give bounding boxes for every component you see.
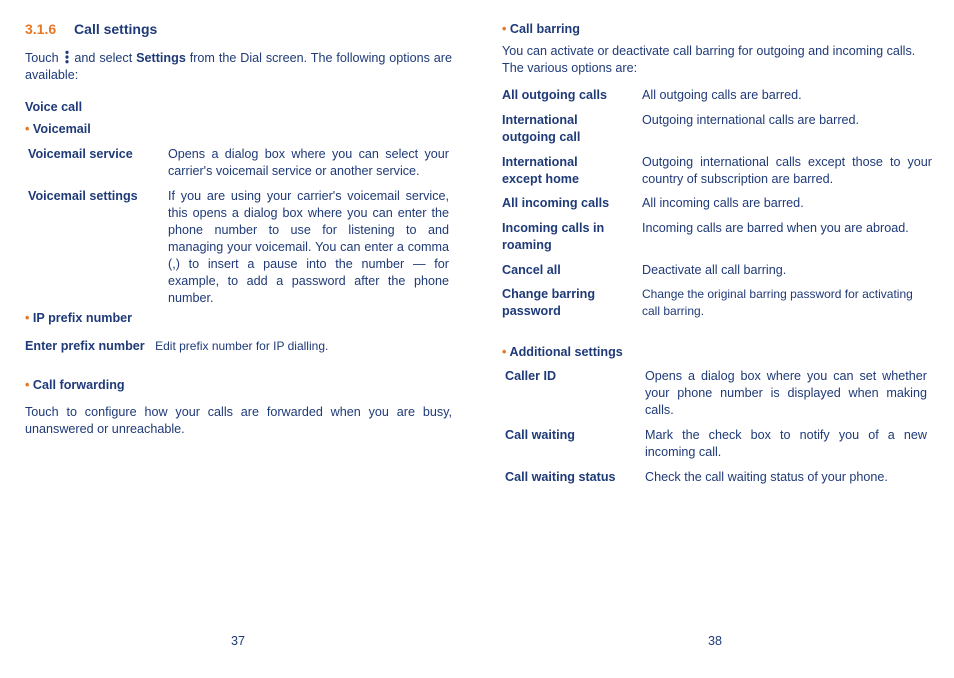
barring-term: International except home [502,155,579,186]
ip-prefix-heading: • IP prefix number [25,311,133,325]
additional-settings-heading: • Additional settings [502,345,623,359]
call-forwarding-text: Touch to configure how your calls are forwarded when you are busy, unanswered or unreachable. [25,405,452,436]
page-number-right: 38 [708,634,723,648]
section-title: Call settings [74,21,158,37]
enter-prefix-row [25,337,328,355]
enter-prefix-def: Edit prefix number for IP dialling. [155,339,329,353]
barring-def: Incoming calls are barred when you are abroad. [642,221,909,235]
call-barring-heading: • Call barring [502,22,580,36]
voice-call-heading: Voice call [25,100,83,114]
barring-term: Cancel all [502,263,561,277]
additional-term: Caller ID [505,369,557,383]
additional-term: Call waiting [505,428,575,442]
page-number-left: 37 [231,634,246,648]
barring-def: Outgoing international calls are barred. [642,113,860,127]
voicemail-service-def: Opens a dialog box where you can select your carrier's voicemail service or another service. [168,147,449,178]
voicemail-heading: • Voicemail [25,122,91,136]
additional-def: Opens a dialog box where you can set whether your phone number is displayed when making calls. [645,369,927,417]
barring-term: International outgoing call [502,113,581,144]
barring-term: Change barring password [502,287,596,318]
voicemail-settings-def: If you are using your carrier's voicemail service, this opens a dialog box where you can enter the phone number to use for listening to and managing your voicemail. You can enter a comma (,) to insert a pause into the number — for example, to add a password after the phone number. [168,189,449,305]
barring-def: All incoming calls are barred. [642,196,804,210]
intro-paragraph: Touch and select Settings from the Dial screen. The following options are available: [25,51,453,82]
menu-icon [65,50,69,64]
section-number: 3.1.6 [25,21,57,37]
settings-word: Settings [136,51,186,65]
additional-def: Mark the check box to notify you of a new incoming call. [645,428,927,459]
additional-def: Check the call waiting status of your phone. [645,470,888,484]
right-page [477,0,954,678]
barring-def: Change the original barring password for activating call barring. [642,287,913,318]
barring-term: All incoming calls [502,196,610,210]
enter-prefix-term: Enter prefix number [25,339,145,353]
barring-def: All outgoing calls are barred. [642,88,802,102]
barring-term: Incoming calls in roaming [502,221,605,252]
call-barring-intro: You can activate or deactivate call barring for outgoing and incoming calls. The various options are: [502,44,916,75]
section-heading [25,21,157,39]
call-forwarding-heading: • Call forwarding [25,378,125,392]
barring-def: Deactivate all call barring. [642,263,787,277]
voicemail-service-term: Voicemail service [28,147,133,161]
additional-term: Call waiting status [505,470,616,484]
voicemail-settings-term: Voicemail settings [28,189,138,203]
barring-term: All outgoing calls [502,88,607,102]
barring-def: Outgoing international calls except those to your country of subscription are barred. [642,155,932,186]
